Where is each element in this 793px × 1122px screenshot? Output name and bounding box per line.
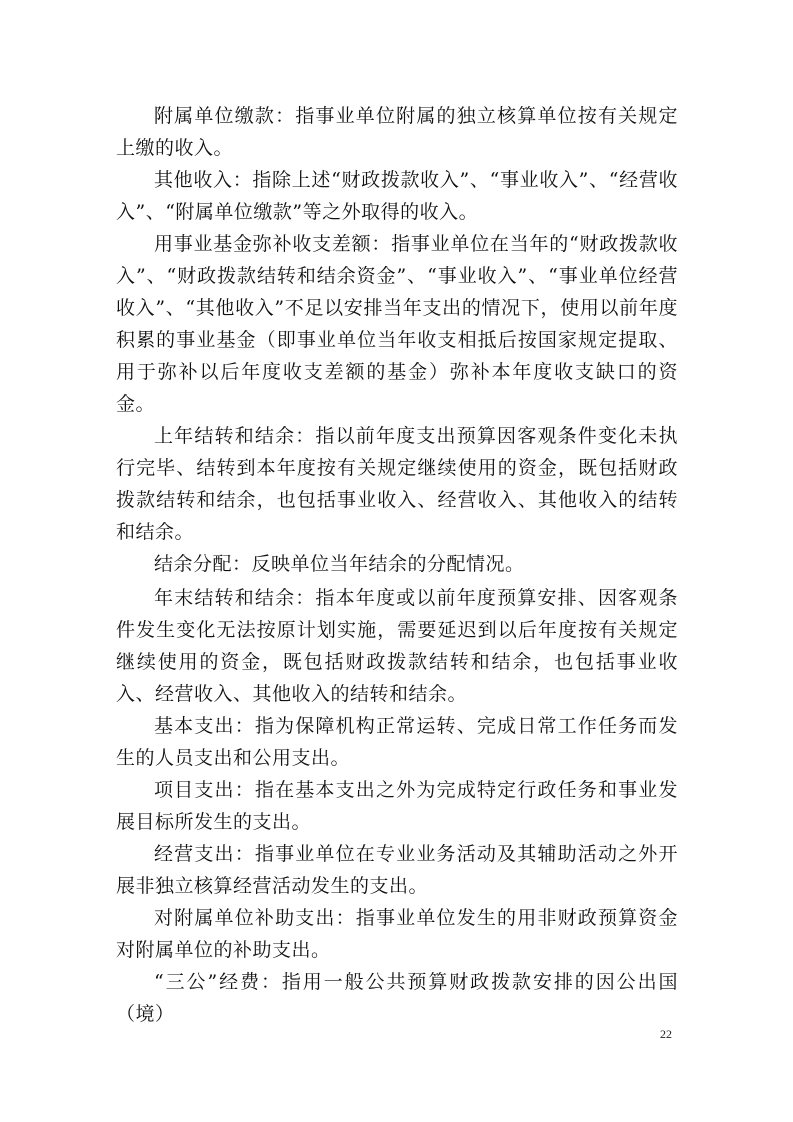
paragraph-career-fund-offset: 用事业基金弥补收支差额：指事业单位在当年的“财政拨款收入”、“财政拨款结转和结余资金”、“事业收入”、“事业单位经营收入”、“其他收入”不足以安排当年支出的情况下，使用以前年度积累的事业基金（即事业单位当年收支相抵后按国家规定提取、用于弥补以后年度收支差额的基金）弥补本年度收支缺口的资金。 [116, 233, 678, 415]
paragraph-basic-expenditure: 基本支出：指为保障机构正常运转、完成日常工作任务而发生的人员支出和公用支出。 [116, 715, 678, 769]
paragraph-surplus-distribution: 结余分配：反映单位当年结余的分配情况。 [154, 553, 525, 575]
paragraph-other-income: 其他收入：指除上述“财政拨款收入”、“事业收入”、“经营收入”、“附属单位缴款”等之外取得的收入。 [116, 169, 678, 223]
page-number: 22 [660, 1027, 672, 1041]
paragraph-prior-year-carryover: 上年结转和结余：指以前年度支出预算因客观条件变化未执行完毕、结转到本年度按有关规定继续使用的资金，既包括财政拨款结转和结余，也包括事业收入、经营收入、其他收入的结转和结余。 [116, 425, 678, 543]
document-body [116, 100, 678, 1030]
paragraph-operating-expenditure: 经营支出：指事业单位在专业业务活动及其辅助活动之外开展非独立核算经营活动发生的支出。 [116, 843, 678, 897]
paragraph-three-public-expenses: “三公”经费：指用一般公共预算财政拨款安排的因公出国（境） [116, 971, 678, 1025]
paragraph-affiliated-subsidy: 对附属单位补助支出：指事业单位发生的用非财政预算资金对附属单位的补助支出。 [116, 907, 678, 961]
paragraph-year-end-carryover: 年末结转和结余：指本年度或以前年度预算安排、因客观条件发生变化无法按原计划实施，需要延迟到以后年度按有关规定继续使用的资金，既包括财政拨款结转和结余，也包括事业收入、经营收入、其他收入的结转和结余。 [116, 587, 678, 705]
paragraph-affiliated-unit-payment: 附属单位缴款：指事业单位附属的独立核算单位按有关规定上缴的收入。 [116, 105, 678, 159]
paragraph-project-expenditure: 项目支出：指在基本支出之外为完成特定行政任务和事业发展目标所发生的支出。 [116, 779, 678, 833]
